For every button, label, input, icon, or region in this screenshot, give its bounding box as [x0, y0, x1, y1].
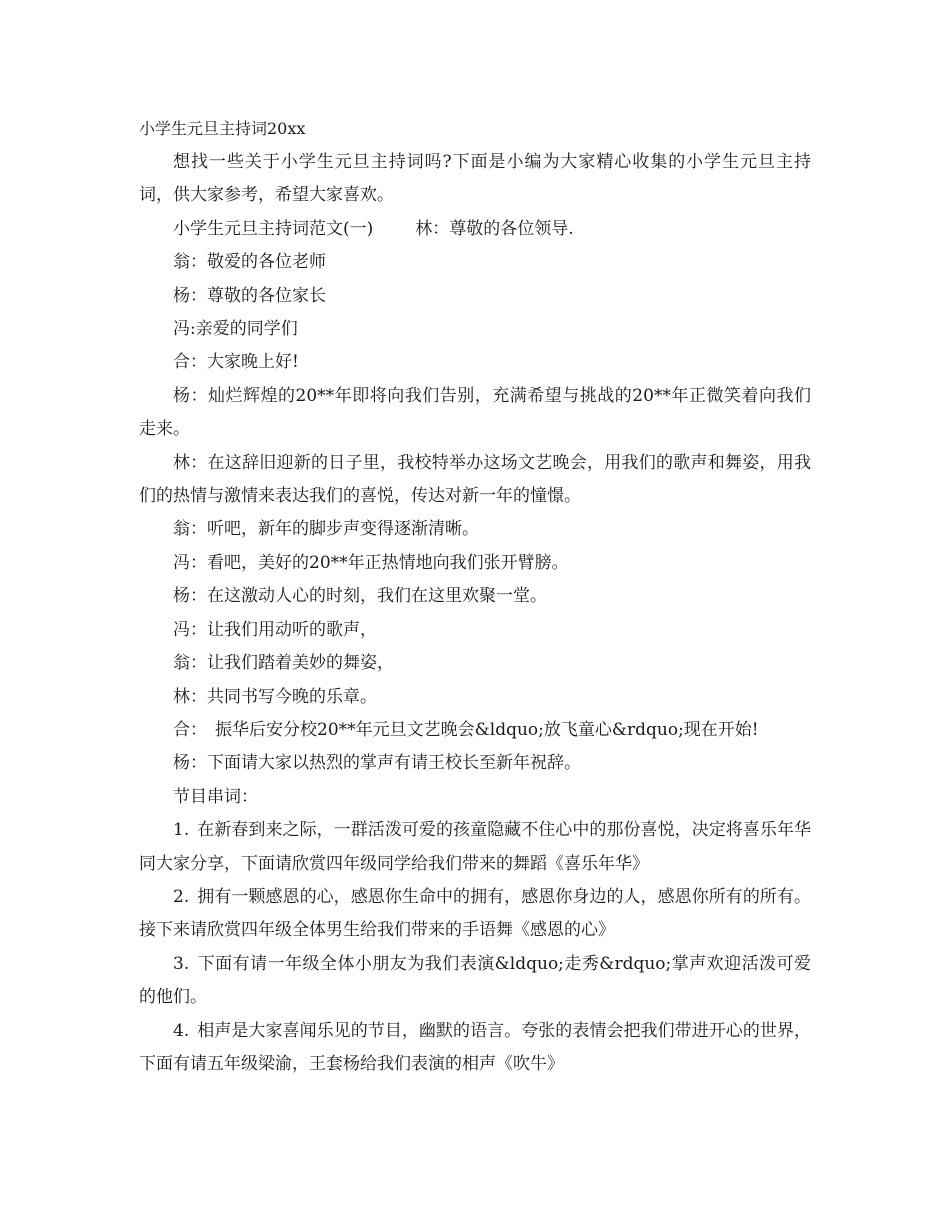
program-item-text: 在新春到来之际，一群活泼可爱的孩童隐藏不住心中的那份喜悦，决定将喜乐年华同大家分享，下面请欣赏四年级同学给我们带来的舞蹈《喜乐年华》	[139, 820, 811, 874]
script-line: 冯：让我们用动听的歌声，	[173, 619, 377, 640]
speaker-label: 合：	[173, 719, 207, 740]
document-title: 小学生元旦主持词20xx	[139, 119, 306, 138]
program-heading: 节目串词：	[173, 786, 258, 807]
program-item-number: 2.	[173, 886, 190, 907]
program-item	[139, 1015, 811, 1082]
script-line: 杨：下面请大家以热烈的掌声有请王校长至新年祝辞。	[173, 753, 581, 774]
program-item	[139, 948, 811, 1015]
program-item-number: 4.	[173, 1020, 190, 1041]
program-item-text: 拥有一颗感恩的心，感恩你生命中的拥有，感恩你身边的人，感恩你所有的所有。接下来请欣赏四年级全体男生给我们带来的手语舞《感恩的心》	[139, 886, 811, 941]
script-line: 杨：尊敬的各位家长	[173, 285, 326, 306]
program-item-text: 相声是大家喜闻乐见的节目，幽默的语言。夸张的表情会把我们带进开心的世界，下面有请五年级梁渝，王套杨给我们表演的相声《吹牛》	[139, 1020, 811, 1074]
script-line: 翁：让我们踏着美妙的舞姿，	[173, 653, 394, 674]
script-line: 冯：看吧，美好的20**年正热情地向我们张开臂膀。	[173, 552, 569, 573]
program-item	[139, 881, 811, 948]
program-item-number: 3.	[173, 953, 190, 974]
program-item	[139, 814, 811, 881]
script-line: 杨：在这激动人心的时刻，我们在这里欢聚一堂。	[173, 586, 547, 607]
script-line: 林：共同书写今晚的乐章。	[173, 686, 377, 707]
section-heading: 小学生元旦主持词范文(一)	[173, 218, 374, 239]
opening-announcement	[139, 714, 811, 747]
script-line: 冯:亲爱的同学们	[173, 319, 298, 340]
program-item-number: 1.	[173, 820, 190, 841]
script-line: 翁：敬爱的各位老师	[173, 252, 326, 273]
intro-paragraph: 想找一些关于小学生元旦主持词吗?下面是小编为大家精心收集的小学生元旦主持词，供大家参考，希望大家喜欢。	[139, 152, 811, 206]
section-heading-line: 林：尊敬的各位领导.	[415, 218, 574, 239]
script-line: 杨：灿烂辉煌的20**年即将向我们告别，充满希望与挑战的20**年正微笑着向我们走来。	[139, 385, 811, 440]
script-line: 林：在这辞旧迎新的日子里，我校特举办这场文艺晚会，用我们的歌声和舞姿，用我们的热情与激情来表达我们的喜悦，传达对新一年的憧憬。	[139, 452, 811, 507]
section-heading-paragraph	[139, 213, 811, 246]
announcement-text: 振华后安分校20**年元旦文艺晚会&ldquo;放飞童心&rdquo;现在开始!	[215, 719, 759, 740]
document-body	[139, 146, 811, 1081]
program-item-text: 下面有请一年级全体小朋友为我们表演&ldquo;走秀&rdquo;掌声欢迎活泼可爱的他们。	[139, 953, 811, 1008]
script-line: 翁：听吧，新年的脚步声变得逐渐清晰。	[173, 519, 479, 540]
script-line: 合：大家晚上好!	[173, 352, 299, 373]
